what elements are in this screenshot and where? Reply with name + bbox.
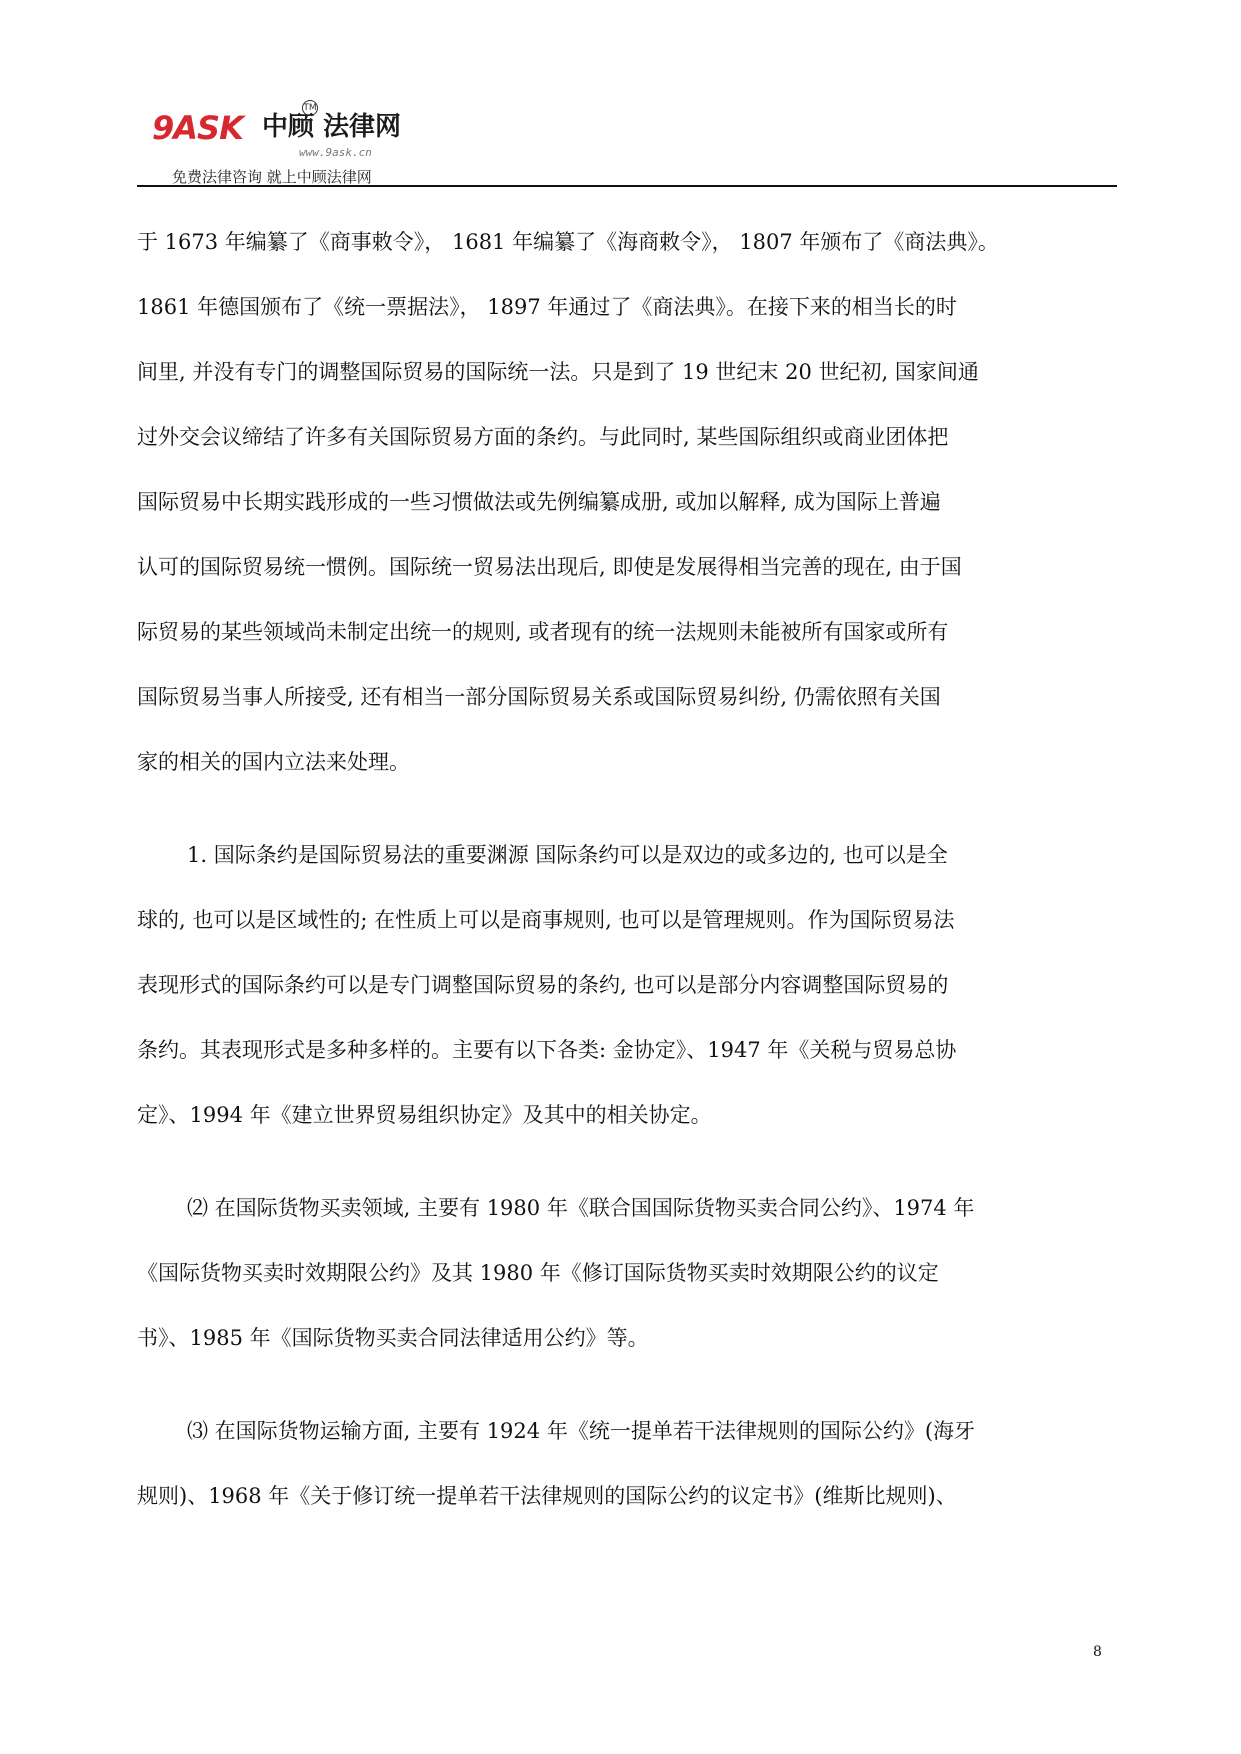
paragraph — [137, 1176, 1117, 1371]
trademark-icon: TM — [302, 100, 318, 116]
paragraph — [137, 823, 1117, 1148]
text-line: 于 1673 年编纂了《商事敕令》， 1681 年编纂了《海商敕令》， 1807 年颁布了《商法典》。 — [137, 230, 999, 254]
text-line: 书》、1985 年《国际货物买卖合同法律适用公约》等。 — [137, 1326, 649, 1350]
logo-url: www.9ask.cn — [299, 146, 372, 159]
header-divider — [137, 185, 1117, 187]
text-line: 表现形式的国际条约可以是专门调整国际贸易的条约, 也可以是部分内容调整国际贸易的 — [137, 973, 949, 997]
text-line: ⑶ 在国际货物运输方面, 主要有 1924 年《统一提单若干法律规则的国际公约》(海牙 — [187, 1419, 976, 1443]
logo-mark: 9ASK — [152, 109, 243, 147]
paragraph — [137, 210, 1117, 795]
text-line: 国际贸易中长期实践形成的一些习惯做法或先例编纂成册, 或加以解释, 成为国际上普遍 — [137, 490, 941, 514]
text-line: 规则)、1968 年《关于修订统一提单若干法律规则的国际公约的议定书》(维斯比规则)、 — [137, 1484, 957, 1508]
page-number: 8 — [1093, 1644, 1102, 1660]
logo-slogan: 免费法律咨询 就上中顾法律网 — [172, 168, 372, 186]
logo-chinese-name: 中顾 法律网 — [262, 112, 402, 142]
text-line: 《国际货物买卖时效期限公约》及其 1980 年《修订国际货物买卖时效期限公约的议定 — [137, 1261, 939, 1285]
text-line: 家的相关的国内立法来处理。 — [137, 750, 410, 774]
text-line: 1861 年德国颁布了《统一票据法》， 1897 年通过了《商法典》。在接下来的相当长的时 — [137, 295, 957, 319]
text-line: 1. 国际条约是国际贸易法的重要渊源 国际条约可以是双边的或多边的, 也可以是全 — [187, 843, 948, 867]
text-line: 间里, 并没有专门的调整国际贸易的国际统一法。只是到了 19 世纪末 20 世纪初, 国家间通 — [137, 360, 979, 384]
text-line: 定》、1994 年《建立世界贸易组织协定》及其中的相关协定。 — [137, 1103, 712, 1127]
text-line: 条约。其表现形式是多种多样的。主要有以下各类: 金协定》、1947 年《关税与贸易总协 — [137, 1038, 957, 1062]
text-line: 国际贸易当事人所接受, 还有相当一部分国际贸易关系或国际贸易纠纷, 仍需依照有关国 — [137, 685, 941, 709]
text-line: ⑵ 在国际货物买卖领域, 主要有 1980 年《联合国国际货物买卖合同公约》、1974 年 — [187, 1196, 975, 1220]
page-header — [137, 92, 1117, 187]
paragraph — [137, 1399, 1117, 1529]
text-line: 球的, 也可以是区域性的; 在性质上可以是商事规则, 也可以是管理规则。作为国际贸易法 — [137, 908, 955, 932]
text-line: 认可的国际贸易统一惯例。国际统一贸易法出现后, 即使是发展得相当完善的现在, 由于国 — [137, 555, 962, 579]
document-body — [137, 210, 1117, 1529]
text-line: 过外交会议缔结了许多有关国际贸易方面的条约。与此同时, 某些国际组织或商业团体把 — [137, 425, 949, 449]
text-line: 际贸易的某些领域尚未制定出统一的规则, 或者现有的统一法规则未能被所有国家或所有 — [137, 620, 949, 644]
site-logo[interactable] — [152, 100, 432, 190]
